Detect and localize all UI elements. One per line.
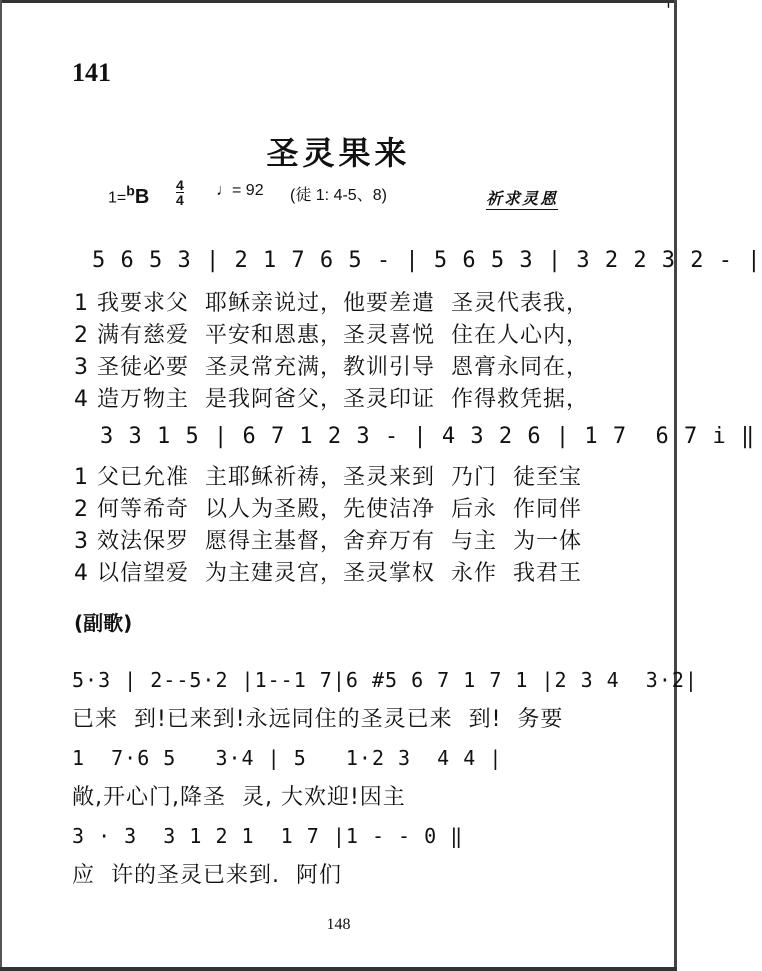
scan-border-top xyxy=(0,0,677,3)
scan-border-bottom xyxy=(0,967,677,971)
page-number: 148 xyxy=(326,916,351,933)
category-label: 祈求灵恩 xyxy=(486,186,558,210)
verse-3-lyric-a: 3 圣徒必要 圣灵常充满，教训引导 恩膏永同在， xyxy=(74,355,589,380)
corner-mark: ' xyxy=(666,0,671,21)
verse-4-lyric-a: 4 造万物主 是我阿爸父，圣灵印证 作得救凭据， xyxy=(74,387,589,412)
chorus-notation-1: 5·3 | 2--5·2 |1--1 7|6 #5 6 7 1 7 1 |2 3 4 3·2| xyxy=(72,668,698,692)
hymn-title: 圣灵果来 xyxy=(266,134,411,172)
verse-2-lyric-b: 2 何等希奇 以人为圣殿，先使洁净 后永 作同伴 xyxy=(74,497,582,522)
tempo-marking: ♩= 92 xyxy=(216,182,264,199)
key-signature: 1=$^b$B xyxy=(108,182,150,208)
verse-4-lyric-b: 4 以信望爱 为主建灵宫，圣灵掌权 永作 我君王 xyxy=(74,561,582,586)
time-signature: 4 4 xyxy=(176,177,184,208)
chorus-lyric-2: 敞,开心门,降圣 灵, 大欢迎!因主 xyxy=(72,785,406,810)
verse-2-lyric-a: 2 满有慈爱 平安和恩惠，圣灵喜悦 住在人心内， xyxy=(74,323,589,348)
notation-line-2: 3 3 1 5 | 6 7 1 2 3 - | 4 3 2 6 | 1 7 6 7 i ‖ xyxy=(100,424,756,449)
notation-line-1: 5 6 5 3 | 2 1 7 6 5 - | 5 6 5 3 | 3 2 2 3 2 - | xyxy=(92,248,762,273)
chorus-lyric-1: 已来 到!已来到!永远同住的圣灵已来 到! 务要 xyxy=(72,707,564,732)
chorus-notation-3: 3 · 3 3 1 2 1 1 7 |1 - - 0 ‖ xyxy=(72,824,464,848)
chorus-notation-2: 1 7·6 5 3·4 | 5 1·2 3 4 4 | xyxy=(72,746,503,770)
verse-1-lyric-b: 1 父已允准 主耶稣祈祷，圣灵来到 乃门 徒至宝 xyxy=(74,465,582,490)
hymn-number: 141 xyxy=(72,58,111,87)
chorus-lyric-3: 应 许的圣灵已来到. 阿们 xyxy=(72,863,342,888)
verse-3-lyric-b: 3 效法保罗 愿得主基督，舍弃万有 与主 为一体 xyxy=(74,529,582,554)
scripture-reference: (徒 1: 4-5、8) xyxy=(290,187,387,204)
chorus-label: (副歌) xyxy=(74,611,133,635)
verse-1-lyric-a: 1 我要求父 耶稣亲说过，他要差遣 圣灵代表我， xyxy=(74,291,589,316)
